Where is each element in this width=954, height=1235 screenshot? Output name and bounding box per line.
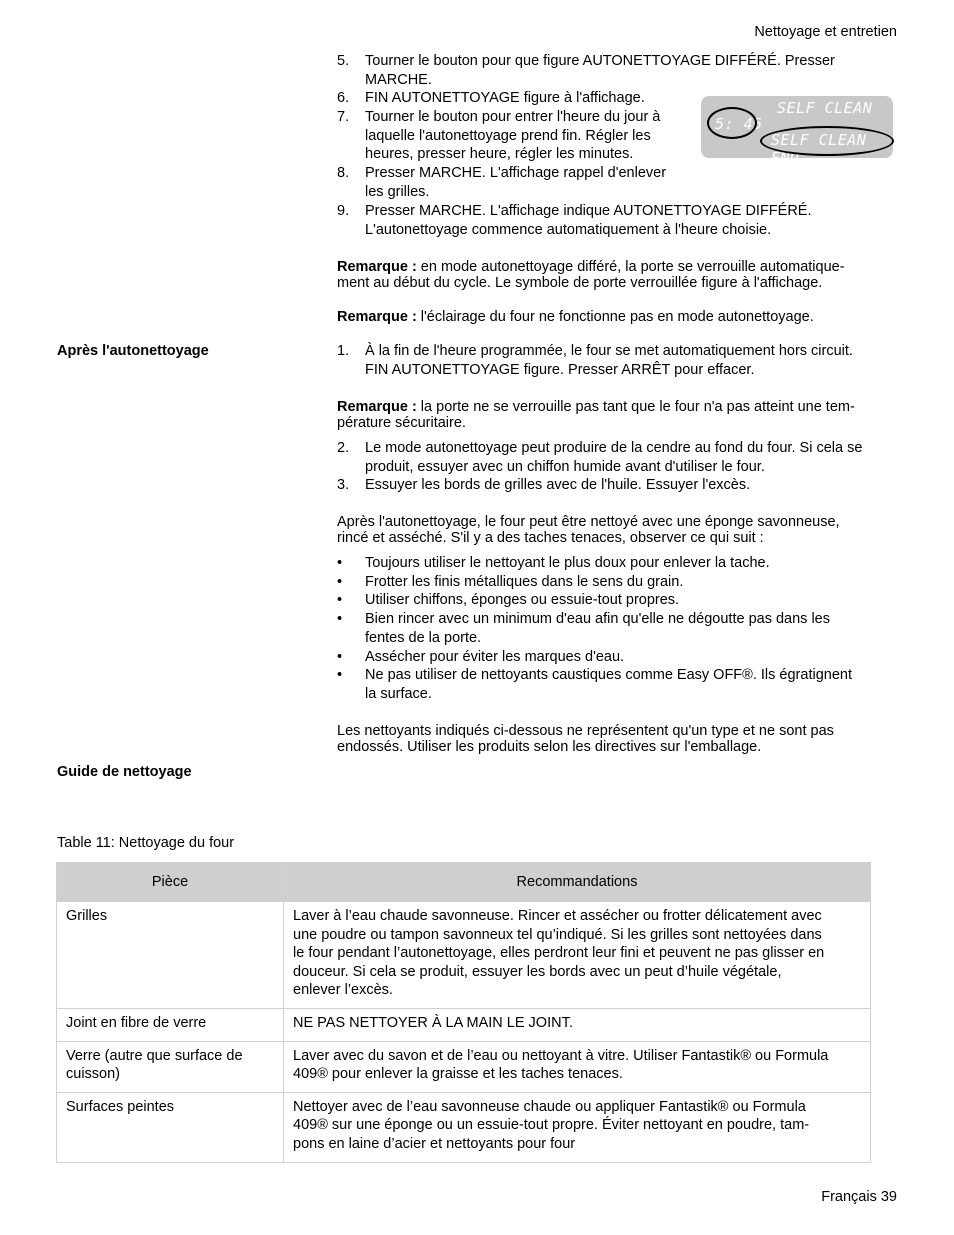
table-row bbox=[57, 1008, 871, 1041]
section-heading: Guide de nettoyage bbox=[57, 764, 192, 780]
section-heading: Après l'autonettoyage bbox=[57, 343, 209, 359]
table-cell: Grilles bbox=[57, 902, 284, 1009]
table-row bbox=[57, 1092, 871, 1162]
table-cell: Laver à l’eau chaude savonneuse. Rincer et assécher ou frotter délicatement avec une poudre ou tampon savonneux tel qu’indiqué. Si les grilles sont nettoyées dans le four pendant l’autonettoyage, elles perdront leur fini et peuvent ne pas glisser en douceur. Si cela se produit, essuyer les bords avec un peut d’huile végétale, enlever l’excès. bbox=[284, 902, 871, 1009]
display-line-self-clean: SELF CLEAN bbox=[777, 99, 873, 117]
display-time: 5: 45 bbox=[715, 115, 763, 133]
highlight-circle bbox=[760, 126, 894, 156]
column-header: Pièce bbox=[57, 863, 284, 902]
table-cell: Surfaces peintes bbox=[57, 1092, 284, 1162]
note-paragraph: Remarque : la porte ne se verrouille pas tant que le four n'a pas atteint une tem- pérature sécuritaire. bbox=[337, 399, 855, 431]
table-cell: Verre (autre que surface de cuisson) bbox=[57, 1041, 284, 1092]
column-header: Recommandations bbox=[284, 863, 871, 902]
oven-display-illustration bbox=[701, 96, 893, 167]
table-row bbox=[57, 1041, 871, 1092]
cleaning-table bbox=[56, 862, 871, 1163]
body-paragraph: Après l'autonettoyage, le four peut être nettoyé avec une éponge savonneuse, rincé et asséché. S'il y a des taches tenaces, observer ce qui suit : bbox=[337, 514, 840, 546]
display-line-self-clean-end: SELF CLEAN END bbox=[771, 131, 867, 167]
table-cell: Joint en fibre de verre bbox=[57, 1008, 284, 1041]
note-paragraph: Remarque : l'éclairage du four ne fonctionne pas en mode autonettoyage. bbox=[337, 309, 814, 325]
table-cell: Laver avec du savon et de l’eau ou nettoyant à vitre. Utiliser Fantastik® ou Formula 409® pour enlever la graisse et les taches tenaces. bbox=[284, 1041, 871, 1092]
table-row bbox=[57, 902, 871, 1009]
table-header-row bbox=[57, 863, 871, 902]
table-cell: Nettoyer avec de l’eau savonneuse chaude ou appliquer Fantastik® ou Formula 409® sur une éponge ou un essuie-tout propre. Éviter nettoyant en poudre, tam- pons en laine d’acier et nettoyants pour four bbox=[284, 1092, 871, 1162]
note-paragraph: Remarque : en mode autonettoyage différé, la porte se verrouille automatique- ment au début du cycle. Le symbole de porte verrouillée figure à l'affichage. bbox=[337, 259, 845, 291]
running-header: Nettoyage et entretien bbox=[754, 24, 897, 40]
highlight-circle bbox=[707, 107, 757, 139]
table-cell: NE PAS NETTOYER À LA MAIN LE JOINT. bbox=[284, 1008, 871, 1041]
table-caption: Table 11: Nettoyage du four bbox=[57, 835, 235, 851]
body-paragraph: Les nettoyants indiqués ci-dessous ne représentent qu'un type et ne sont pas endossés. Utiliser les produits selon les directives sur l'emballage. bbox=[337, 723, 834, 755]
page-number: Français 39 bbox=[821, 1189, 897, 1205]
